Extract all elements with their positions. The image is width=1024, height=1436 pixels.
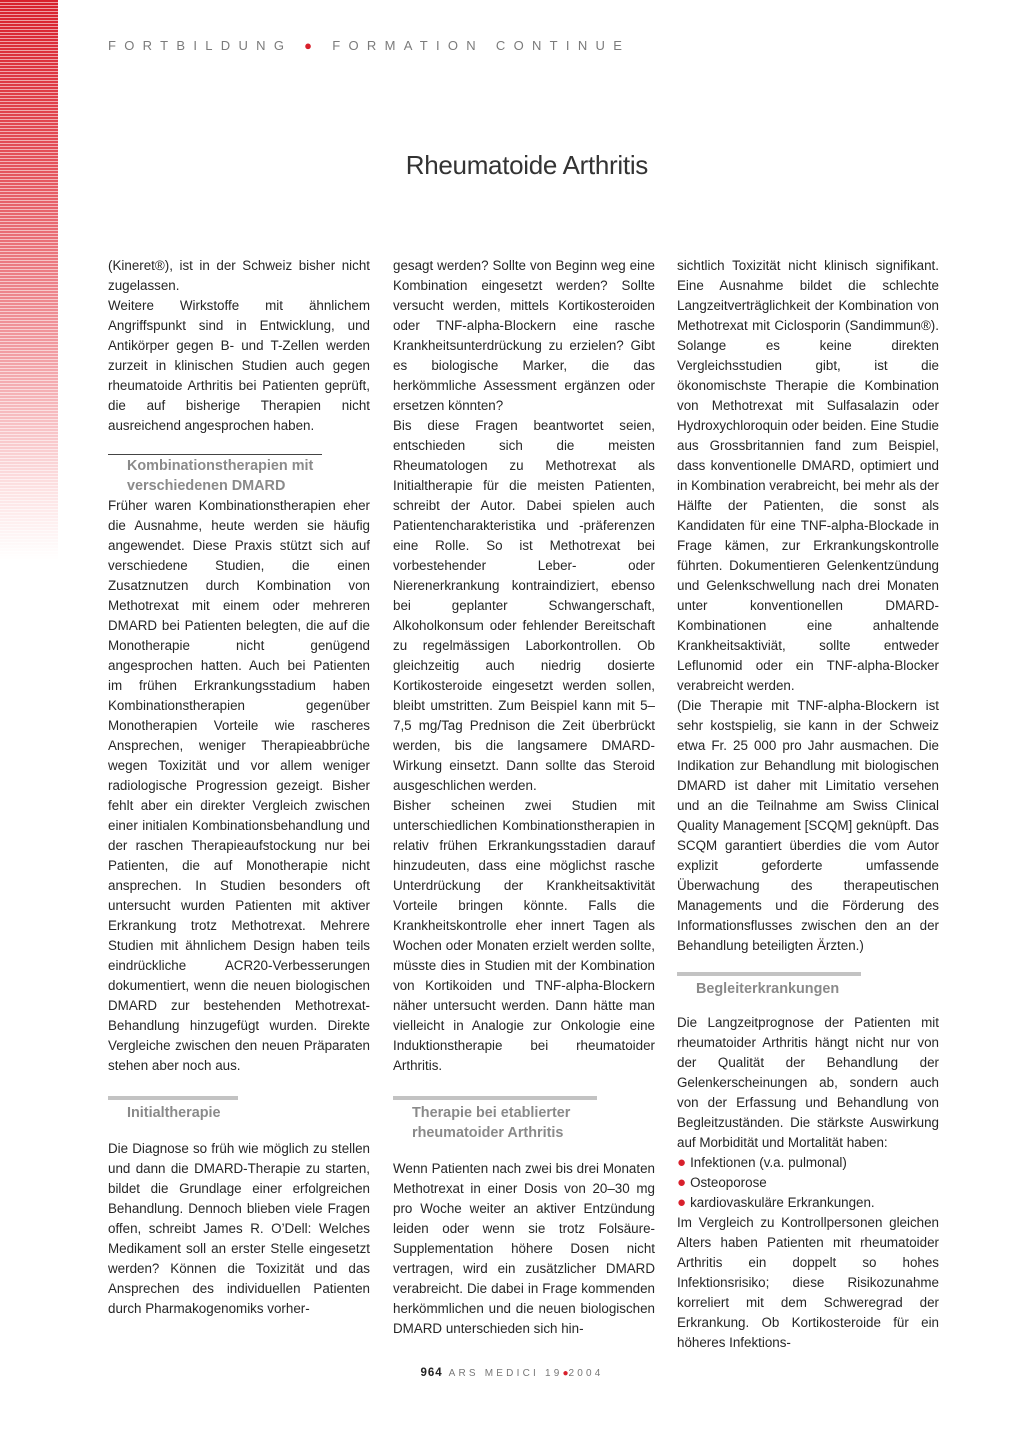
bullet-dot-icon: ● <box>677 1174 687 1191</box>
section-heading: Begleiterkrankungen <box>696 981 840 997</box>
journal-year: 2004 <box>568 1368 604 1379</box>
heading-rule <box>108 1096 238 1100</box>
decorative-color-stripe <box>0 0 58 560</box>
paragraph: Die Langzeitprognose der Patienten mit rheumatoider Arthritis hängt nicht nur von der Qualität der Behandlung der Gelenkerscheinungen ab, sondern auch von der Erfassung und Behandlung von Begleitzuständen. Die stärkste Auswirkung auf Morbidität und Mortalität haben: <box>677 1015 939 1150</box>
list-item-text: Infektionen (v.a. pulmonal) <box>690 1155 847 1170</box>
journal-name: ARS MEDICI 19 <box>448 1368 563 1379</box>
section-heading: Initialtherapie <box>127 1105 221 1121</box>
section-header <box>108 38 630 53</box>
paragraph: Bisher scheinen zwei Studien mit unterschiedlichen Kombinationstherapien in relativ frühen Erkrankungsstadien darauf hinzudeuten, dass eine möglichst rasche Unterdrückung der Krankheitsaktivität Vorteile bringen könnte. Falls die Krankheitskontrolle eher innert Tagen als Wochen oder Monaten erzielt werden sollte, müsste dies in Studien mit der Kombination von Kortikoiden und TNF-alpha-Blockern näher untersucht werden. Dann hätte man vielleicht in Analogie zur Onkologie eine Induktionstherapie bei rheumatoider Arthritis. <box>393 798 655 1073</box>
paragraph: gesagt werden? Sollte von Beginn weg eine Kombination eingesetzt werden? Sollte versucht werden, mittels Kortikosteroiden oder TNF-alpha-Blockern eine rasche Krankheitsunterdrückung zu erzielen? Gibt es biologische Marker, die das herkömmliche Assessment ergänzen oder ersetzen könnten? <box>393 258 655 413</box>
text-column-1 <box>108 256 370 1319</box>
text-column-3 <box>677 256 939 1353</box>
list-item <box>677 1153 939 1173</box>
heading-rule <box>393 1096 597 1100</box>
list-item-text: kardiovaskuläre Erkrankungen. <box>690 1195 875 1210</box>
list-item <box>677 1193 939 1213</box>
paragraph: (Die Therapie mit TNF-alpha-Blockern ist sehr kostspielig, sie kann in der Schweiz etwa Fr. 25 000 pro Jahr ausmachen. Die Indikation zur Behandlung mit biologischen DMARD ist daher mit Limitatio versehen und an die Teilnahme am Swiss Clinical Quality Management [SCQM] geknüpft. Das SCQM garantiert überdies die vom Autor explizit geforderte umfassende Überwachung des therapeutischen Managements und die Förderung des Informationsflusses zwischen den an der Behandlung beteiligten Ärzten.) <box>677 698 939 953</box>
heading-rule <box>677 972 861 976</box>
bullet-dot-icon: ● <box>677 1154 687 1171</box>
paragraph: Bis diese Fragen beantwortet seien, entschieden sich die meisten Rheumatologen zu Methotrexat als Initialtherapie für die meisten Patienten, schreibt der Autor. Dabei spielen auch Patientencharakteristika und -präferenzen eine Rolle. So ist Methotrexat bei vorbestehender Leber- oder Nierenerkrankung kontraindiziert, ebenso bei geplanter Schwangerschaft, Alkoholkonsum oder fehlender Bereitschaft zu regelmässigen Laborkontrollen. Ob gleichzeitig auch niedrig dosierte Kortikosteroide eingesetzt werden sollen, bleibt umstritten. Zum Beispiel kann mit 5–7,5 mg/Tag Prednison die Zeit überbrückt werden, bis die langsamere DMARD-Wirkung einsetzt. Dann sollte das Steroid ausgeschlichen werden. <box>393 418 655 793</box>
article-title: Rheumatoide Arthritis <box>405 150 648 180</box>
heading-rule <box>108 454 322 455</box>
section-heading-block <box>677 972 939 999</box>
header-right: FORMATION CONTINUE <box>332 38 631 53</box>
page-footer <box>0 1367 1024 1379</box>
paragraph: Wenn Patienten nach zwei bis drei Monaten Methotrexat in einer Dosis von 20–30 mg pro Woche weiter an aktiver Entzündung leiden oder wenn sie trotz Folsäure-Supplementation höhere Dosen nicht vertragen, wird ein zusätzlicher DMARD verabreicht. Die dabei in Frage kommenden herkömmlichen und die neuen biologischen DMARD unterschieden sich hin- <box>393 1161 655 1336</box>
paragraph: Weitere Wirkstoffe mit ähnlichem Angriffspunkt sind in Entwicklung, und Antikörper gegen B- und T-Zellen werden zurzeit in klinischen Studien auch gegen rheumatoide Arthritis bei Patienten geprüft, die auf bisherige Therapien nicht ausreichend angesprochen haben. <box>108 298 370 433</box>
comorbidity-list <box>677 1153 939 1213</box>
section-heading-block <box>108 454 370 496</box>
section-heading-block <box>393 1096 655 1143</box>
paragraph: Im Vergleich zu Kontrollpersonen gleichen Alters haben Patienten mit rheumatoider Arthritis ein doppelt so hohes Infektionsrisiko; diese Risikozunahme korreliert mit dem Schweregrad der Erkrankung. Ob Kortikosteroide für ein höheres Infektions- <box>677 1215 939 1350</box>
list-item <box>677 1173 939 1193</box>
paragraph: sichtlich Toxizität nicht klinisch signifikant. Eine Ausnahme bildet die schlechte Langzeitverträglichkeit der Kombination von Methotrexat mit Ciclosporin (Sandimmun®). Solange es keine direkten Vergleichsstudien gibt, ist die ökonomischste Therapie die Kombination von Methotrexat mit Sulfasalazin oder Hydroxychloroquin oder beiden. Eine Studie aus Grossbritannien fand zum Beispiel, dass konventionelle DMARD, optimiert und in Kombination verabreicht, bei mehr als der Hälfte der Patienten, die sonst als Kandidaten für eine TNF-alpha-Blockade in Frage kämen, zur Erkrankungskontrolle führten. Dokumentieren Gelenkentzündung und Gelenkschwellung nach drei Monaten unter konventionellen DMARD-Kombinationen eine anhaltende Krankheitsaktiviät, sollte entweder Leflunomid oder ein TNF-alpha-Blocker verabreicht werden. <box>677 258 939 693</box>
paragraph: (Kineret®), ist in der Schweiz bisher nicht zugelassen. <box>108 258 370 293</box>
header-left: FORTBILDUNG <box>108 38 293 53</box>
paragraph: Früher waren Kombinationstherapien eher die Ausnahme, heute werden sie häufig angewendet. Diese Praxis stützt sich auf verschiedene Studien, die einen Zusatznutzen durch Kombination von Methotrexat mit einem oder mehreren DMARD bei Patienten belegten, die auf die Monotherapie nicht genügend angesprochen hatten. Auch bei Patienten im frühen Erkrankungsstadium haben Kombinationstherapien gegenüber Monotherapien Vorteile wie rascheres Ansprechen, weniger Therapieabbrüche wegen Toxizität und vor allem weniger radiologische Progression gezeigt. Bisher fehlt aber ein direkter Vergleich zwischen einer initialen Kombinationsbehandlung und der raschen Therapieaufstockung nur bei Patienten, die auf Monotherapie nicht ansprechen. In Studien besonders oft untersucht wurden Patienten mit aktiver Erkrankung trotz Methotrexat. Mehrere Studien mit ähnlichem Design haben teils eindrückliche ACR20-Verbesserungen dokumentiert, wenn die neuen biologischen DMARD zur bestehenden Methotrexat-Behandlung hinzugefügt wurden. Direkte Vergleiche zwischen den neuen Präparaten stehen aber noch aus. <box>108 498 370 1073</box>
list-item-text: Osteoporose <box>690 1175 767 1190</box>
section-heading-block <box>108 1096 370 1123</box>
header-dot: ● <box>304 38 321 53</box>
footer-dot: ● <box>562 1368 569 1379</box>
section-heading: Therapie bei etablierter rheumatoider Arthritis <box>412 1105 571 1141</box>
paragraph: Die Diagnose so früh wie möglich zu stellen und dann die DMARD-Therapie zu starten, bildet die Grundlage einer erfolgreichen Behandlung. Dennoch blieben viele Fragen offen, schreibt James R. O’Dell: Welches Medikament soll an erster Stelle eingesetzt werden? Können die Toxizität und das Ansprechen des individuellen Patienten durch Pharmakogenomiks vorher- <box>108 1141 370 1316</box>
text-column-2 <box>393 256 655 1339</box>
page-number: 964 <box>420 1367 443 1379</box>
bullet-dot-icon: ● <box>677 1194 687 1211</box>
section-heading: Kombinationstherapien mit verschiedenen DMARD <box>127 458 314 494</box>
